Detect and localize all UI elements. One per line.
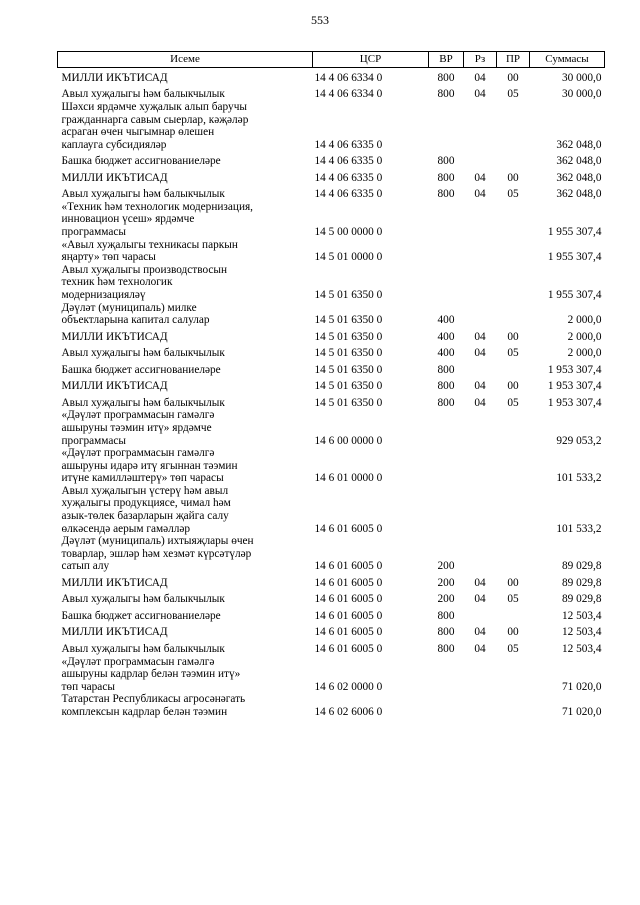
row-pr: [497, 201, 530, 239]
row-csr: 14 5 01 6350 0: [314, 289, 383, 302]
row-name: [58, 85, 313, 102]
row-name-line: МИЛЛИ ИКЪТИСАД: [61, 626, 168, 639]
row-vr: 800: [437, 380, 455, 393]
row-pr: [497, 151, 530, 168]
row-name: [58, 376, 313, 393]
row-vr: 800: [437, 188, 455, 201]
row-name: [58, 535, 313, 573]
row-name: [58, 302, 313, 327]
row-amount: 12 503,4: [561, 609, 602, 622]
row-rz: 04: [474, 396, 486, 409]
row-vr: [429, 485, 464, 535]
row-name-line: итүне камилләштерү» төп чарасы: [61, 472, 224, 485]
table-row: [58, 623, 605, 640]
row-amount: 30 000,0: [561, 88, 602, 101]
row-name: [58, 264, 313, 302]
row-name: [58, 168, 313, 185]
row-name-line: Шәхси ярдәмче хуҗалык алып баручы: [61, 101, 247, 113]
table-row: [58, 693, 605, 718]
row-name-line: МИЛЛИ ИКЪТИСАД: [61, 71, 168, 84]
row-name-line: модернизацияләү: [61, 289, 146, 302]
row-amount: 1 955 307,4: [547, 289, 602, 302]
row-name-line: «Авыл хуҗалыгы техникасы паркын: [61, 238, 238, 251]
row-amount: 1 953 307,4: [547, 396, 602, 409]
row-csr: 14 5 01 6350 0: [314, 330, 383, 343]
row-rz: 04: [474, 347, 486, 360]
row-name: [58, 68, 313, 85]
header-row: [58, 52, 605, 68]
row-name-line: ашыруны кадрлар белән тәэмин итү»: [61, 668, 241, 681]
row-vr: 800: [437, 396, 455, 409]
budget-table: [57, 51, 605, 719]
row-amount: 1 955 307,4: [547, 251, 602, 264]
row-name: [58, 239, 313, 264]
row-csr: 14 6 01 0000 0: [314, 472, 383, 485]
row-vr: [429, 201, 464, 239]
table-row: [58, 151, 605, 168]
row-amount: 362 048,0: [556, 188, 602, 201]
table-row: [58, 343, 605, 360]
row-name-line: комплексын кадрлар белән тәэмин: [61, 705, 228, 718]
row-name-line: Авыл хуҗалыгы һәм балыкчылык: [61, 642, 225, 655]
row-vr: [429, 656, 464, 694]
row-csr: 14 4 06 6335 0: [314, 188, 383, 201]
row-vr: 200: [437, 560, 455, 573]
row-csr: 14 5 01 6350 0: [314, 380, 383, 393]
table-row: [58, 656, 605, 694]
row-name-line: яңарту» төп чарасы: [61, 251, 156, 264]
row-name-line: МИЛЛИ ИКЪТИСАД: [61, 330, 168, 343]
row-amount: 71 020,0: [561, 705, 602, 718]
row-pr: 00: [507, 330, 519, 343]
row-pr: 05: [507, 642, 519, 655]
row-rz: [464, 360, 497, 377]
row-pr: 00: [507, 626, 519, 639]
row-pr: [497, 101, 530, 151]
table-row: [58, 639, 605, 656]
row-name: [58, 101, 313, 151]
row-name-line: Авыл хуҗалыгы производствосын: [61, 263, 228, 276]
row-pr: 00: [507, 380, 519, 393]
row-name: [58, 639, 313, 656]
row-pr: [497, 239, 530, 264]
table-row: [58, 485, 605, 535]
row-name-line: МИЛЛИ ИКЪТИСАД: [61, 380, 168, 393]
row-name-line: Башка бюджет ассигнованиеләре: [61, 155, 221, 168]
row-name: [58, 409, 313, 447]
row-amount: 362 048,0: [556, 138, 602, 151]
row-name: [58, 693, 313, 718]
row-rz: [464, 656, 497, 694]
row-name-line: МИЛЛИ ИКЪТИСАД: [61, 171, 168, 184]
row-csr: 14 6 01 6005 0: [314, 609, 383, 622]
table-row: [58, 201, 605, 239]
row-vr: [429, 693, 464, 718]
row-name-line: ашыруны тәэмин итү» ярдәмче: [61, 421, 212, 434]
header-csr: ЦСР: [313, 52, 429, 68]
row-amount: 929 053,2: [556, 434, 602, 447]
table-body: [58, 68, 605, 719]
row-name: [58, 201, 313, 239]
row-csr: 14 5 01 6350 0: [314, 347, 383, 360]
row-vr: 800: [437, 642, 455, 655]
row-amount: 2 000,0: [567, 330, 602, 343]
row-rz: 04: [474, 71, 486, 84]
row-pr: [497, 447, 530, 485]
row-name-line: Дәүләт (муниципаль) ихтыяҗлары өчен: [61, 535, 254, 548]
row-name: [58, 393, 313, 410]
row-name-line: техник һәм технологик: [61, 276, 173, 289]
row-csr: 14 5 01 6350 0: [314, 363, 383, 376]
row-name-line: программасы: [61, 434, 126, 447]
table-row: [58, 239, 605, 264]
row-amount: 362 048,0: [556, 155, 602, 168]
row-pr: [497, 693, 530, 718]
row-pr: [497, 485, 530, 535]
row-amount: 89 029,8: [561, 560, 602, 573]
row-vr: [429, 264, 464, 302]
row-amount: 71 020,0: [561, 680, 602, 693]
table-row: [58, 101, 605, 151]
row-name-line: Башка бюджет ассигнованиеләре: [61, 363, 221, 376]
table-row: [58, 393, 605, 410]
row-pr: 00: [507, 71, 519, 84]
budget-table-container: [57, 51, 604, 719]
row-name-line: Авыл хуҗалыгы һәм балыкчылык: [61, 347, 225, 360]
row-rz: [464, 485, 497, 535]
row-name: [58, 151, 313, 168]
row-rz: [464, 101, 497, 151]
row-vr: 800: [437, 71, 455, 84]
table-row: [58, 606, 605, 623]
row-name-line: төп чарасы: [61, 680, 115, 693]
row-pr: [497, 264, 530, 302]
row-pr: 05: [507, 347, 519, 360]
row-name-line: азык-төлек базарларын җайга салу: [61, 510, 229, 523]
row-name-line: каплауга субсидияләр: [61, 138, 167, 151]
row-amount: 12 503,4: [561, 626, 602, 639]
row-csr: 14 4 06 6335 0: [314, 155, 383, 168]
row-pr: 05: [507, 88, 519, 101]
row-csr: 14 6 01 6005 0: [314, 593, 383, 606]
row-name-line: программасы: [61, 226, 126, 239]
row-csr: 14 6 01 6005 0: [314, 576, 383, 589]
row-name-line: Авыл хуҗалыгы һәм балыкчылык: [61, 396, 225, 409]
row-amount: 30 000,0: [561, 71, 602, 84]
row-rz: [464, 447, 497, 485]
table-row: [58, 184, 605, 201]
row-name-line: Татарстан Республикасы агросәнәгать: [61, 693, 246, 706]
table-row: [58, 264, 605, 302]
row-vr: 200: [437, 576, 455, 589]
table-row: [58, 327, 605, 344]
row-rz: [464, 239, 497, 264]
row-name: [58, 590, 313, 607]
header-vr: ВР: [429, 52, 464, 68]
row-csr: 14 5 00 0000 0: [314, 226, 383, 239]
row-name-line: Башка бюджет ассигнованиеләре: [61, 609, 221, 622]
table-row: [58, 168, 605, 185]
row-vr: 400: [437, 314, 455, 327]
row-pr: [497, 606, 530, 623]
row-pr: 00: [507, 171, 519, 184]
row-name-line: «Дәүләт программасын гамәлгә: [61, 409, 215, 422]
row-name: [58, 656, 313, 694]
row-amount: 2 000,0: [567, 314, 602, 327]
row-amount: 101 533,2: [556, 472, 602, 485]
table-row: [58, 409, 605, 447]
row-vr: 800: [437, 609, 455, 622]
row-amount: 1 953 307,4: [547, 380, 602, 393]
table-header: [58, 52, 605, 68]
row-name-line: «Дәүләт программасын гамәлгә: [61, 655, 215, 668]
row-vr: [429, 239, 464, 264]
row-csr: 14 6 02 6006 0: [314, 705, 383, 718]
header-name: Исеме: [58, 52, 313, 68]
table-row: [58, 68, 605, 85]
row-name: [58, 184, 313, 201]
row-rz: 04: [474, 380, 486, 393]
row-pr: [497, 360, 530, 377]
row-name-line: асраган өчен чыгымнар өлешен: [61, 126, 215, 139]
row-name-line: гражданнарга савым сыерлар, кәҗәләр: [61, 113, 249, 126]
row-name-line: товарлар, эшләр һәм хезмәт күрсәтүләр: [61, 547, 252, 560]
row-name: [58, 606, 313, 623]
row-rz: 04: [474, 626, 486, 639]
row-rz: 04: [474, 88, 486, 101]
table-row: [58, 447, 605, 485]
row-rz: [464, 302, 497, 327]
row-name-line: Авыл хуҗалыгы һәм балыкчылык: [61, 88, 225, 101]
header-rz: Рз: [464, 52, 497, 68]
row-vr: 800: [437, 626, 455, 639]
row-amount: 12 503,4: [561, 642, 602, 655]
row-amount: 2 000,0: [567, 347, 602, 360]
row-csr: 14 6 02 0000 0: [314, 680, 383, 693]
row-amount: 362 048,0: [556, 171, 602, 184]
row-pr: 00: [507, 576, 519, 589]
row-name-line: «Техник һәм технологик модернизация,: [61, 200, 254, 213]
row-amount: 89 029,8: [561, 576, 602, 589]
row-csr: 14 4 06 6334 0: [314, 71, 383, 84]
row-pr: [497, 302, 530, 327]
row-csr: 14 4 06 6335 0: [314, 171, 383, 184]
table-row: [58, 360, 605, 377]
row-vr: 800: [437, 171, 455, 184]
row-csr: 14 6 01 6005 0: [314, 560, 383, 573]
row-rz: 04: [474, 171, 486, 184]
row-name-line: инновацион үсеш» ярдәмче: [61, 213, 195, 226]
row-pr: [497, 409, 530, 447]
row-csr: 14 5 01 0000 0: [314, 251, 383, 264]
row-rz: 04: [474, 330, 486, 343]
row-name-line: сатып алу: [61, 560, 110, 573]
row-rz: [464, 606, 497, 623]
row-rz: [464, 409, 497, 447]
row-name-line: Авыл хуҗалыгы һәм балыкчылык: [61, 593, 225, 606]
header-amount: Суммасы: [530, 52, 605, 68]
table-row: [58, 590, 605, 607]
row-name-line: объектларына капитал салулар: [61, 314, 210, 327]
row-name: [58, 447, 313, 485]
row-amount: 89 029,8: [561, 593, 602, 606]
row-pr: [497, 656, 530, 694]
row-vr: 800: [437, 363, 455, 376]
table-row: [58, 376, 605, 393]
row-name: [58, 343, 313, 360]
row-pr: [497, 535, 530, 573]
row-rz: 04: [474, 188, 486, 201]
row-csr: 14 6 01 6005 0: [314, 522, 383, 535]
row-vr: 200: [437, 593, 455, 606]
row-name-line: Авыл хуҗалыгы һәм балыкчылык: [61, 188, 225, 201]
row-amount: 1 955 307,4: [547, 226, 602, 239]
row-csr: 14 5 01 6350 0: [314, 396, 383, 409]
row-vr: 800: [437, 155, 455, 168]
table-row: [58, 573, 605, 590]
row-csr: 14 6 00 0000 0: [314, 434, 383, 447]
row-rz: [464, 201, 497, 239]
row-rz: [464, 264, 497, 302]
row-name-line: Авыл хуҗалыгын үстерү һәм авыл: [61, 484, 229, 497]
row-vr: 400: [437, 330, 455, 343]
row-csr: 14 6 01 6005 0: [314, 626, 383, 639]
row-vr: 400: [437, 347, 455, 360]
row-amount: 101 533,2: [556, 522, 602, 535]
table-row: [58, 535, 605, 573]
row-vr: [429, 447, 464, 485]
row-csr: 14 5 01 6350 0: [314, 314, 383, 327]
row-rz: 04: [474, 576, 486, 589]
row-name: [58, 623, 313, 640]
row-vr: [429, 101, 464, 151]
row-pr: 05: [507, 593, 519, 606]
row-csr: 14 4 06 6335 0: [314, 138, 383, 151]
row-name-line: МИЛЛИ ИКЪТИСАД: [61, 576, 168, 589]
row-rz: 04: [474, 642, 486, 655]
row-rz: [464, 693, 497, 718]
row-rz: [464, 535, 497, 573]
row-rz: 04: [474, 593, 486, 606]
row-csr: 14 4 06 6334 0: [314, 88, 383, 101]
row-pr: 05: [507, 188, 519, 201]
row-name-line: өлкәсендә аерым гамәлләр: [61, 522, 191, 535]
row-name-line: Дәүләт (муниципаль) милке: [61, 301, 197, 314]
row-name-line: «Дәүләт программасын гамәлгә: [61, 447, 215, 460]
header-pr: ПР: [497, 52, 530, 68]
row-amount: 1 953 307,4: [547, 363, 602, 376]
row-pr: 05: [507, 396, 519, 409]
row-name: [58, 485, 313, 535]
table-row: [58, 85, 605, 102]
row-vr: 800: [437, 88, 455, 101]
row-name-line: хуҗалыгы продукциясе, чимал һәм: [61, 497, 231, 510]
row-name: [58, 360, 313, 377]
table-row: [58, 302, 605, 327]
page-number: 553: [311, 13, 329, 27]
row-rz: [464, 151, 497, 168]
row-vr: [429, 409, 464, 447]
row-name: [58, 327, 313, 344]
row-csr: 14 6 01 6005 0: [314, 642, 383, 655]
row-name: [58, 573, 313, 590]
row-name-line: ашыруны идарә итү ягыннан тәэмин: [61, 459, 238, 472]
